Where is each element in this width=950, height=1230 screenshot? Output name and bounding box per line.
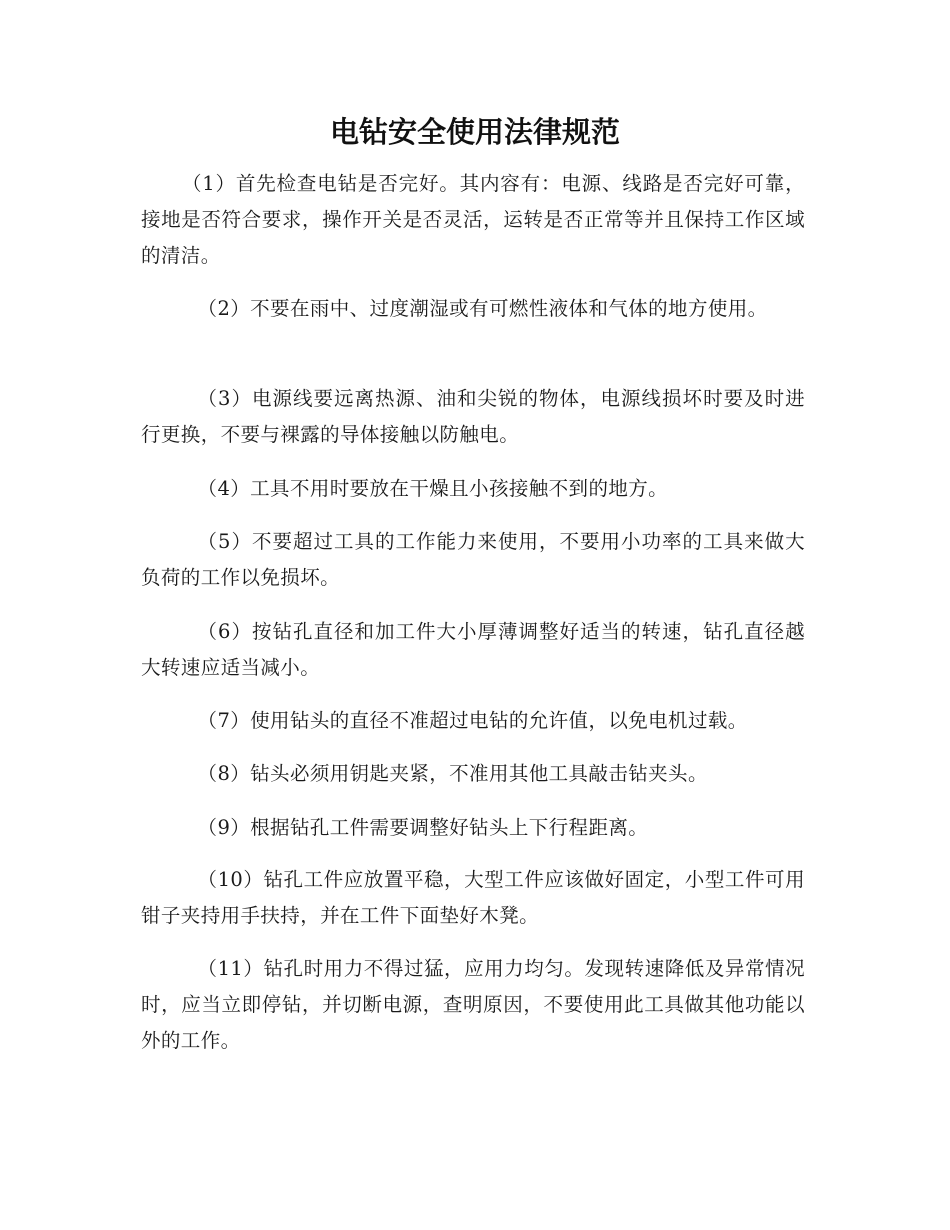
- paragraph-2: （2）不要在雨中、过度潮湿或有可燃性液体和气体的地方使用。: [197, 297, 768, 320]
- paragraph-4: （4）工具不用时要放在干燥且小孩接触不到的地方。: [197, 477, 669, 500]
- paragraph-8: （8）钻头必须用钥匙夹紧，不准用其他工具敲击钻夹头。: [197, 762, 708, 785]
- paragraph-1: （1）首先检查电钻是否完好。其内容有：电源、线路是否完好可靠，接地是否符合要求，操作开关是否灵活，运转是否正常等并且保持工作区域的清洁。: [141, 172, 805, 267]
- paragraph-6: （6）按钻孔直径和加工件大小厚薄调整好适当的转速，钻孔直径越大转速应适当减小。: [141, 620, 805, 679]
- paragraph-7: （7）使用钻头的直径不准超过电钻的允许值，以免电机过载。: [197, 709, 748, 732]
- paragraph-11: （11）钻孔时用力不得过猛，应用力均匀。发现转速降低及异常情况时，应当立即停钻，并切断电源，查明原因，不要使用此工具做其他功能以外的工作。: [141, 957, 805, 1052]
- paragraph-3: （3）电源线要远离热源、油和尖锐的物体，电源线损坏时要及时进行更换，不要与裸露的导体接触以防触电。: [141, 387, 805, 446]
- document-title: 电钻安全使用法律规范: [329, 115, 620, 149]
- paragraph-10: （10）钻孔工件应放置平稳，大型工件应该做好固定，小型工件可用钳子夹持用手扶持，并在工件下面垫好木凳。: [141, 868, 805, 927]
- paragraph-9: （9）根据钻孔工件需要调整好钻头上下行程距离。: [197, 816, 649, 839]
- paragraph-5: （5）不要超过工具的工作能力来使用，不要用小功率的工具来做大负荷的工作以免损坏。: [141, 530, 805, 589]
